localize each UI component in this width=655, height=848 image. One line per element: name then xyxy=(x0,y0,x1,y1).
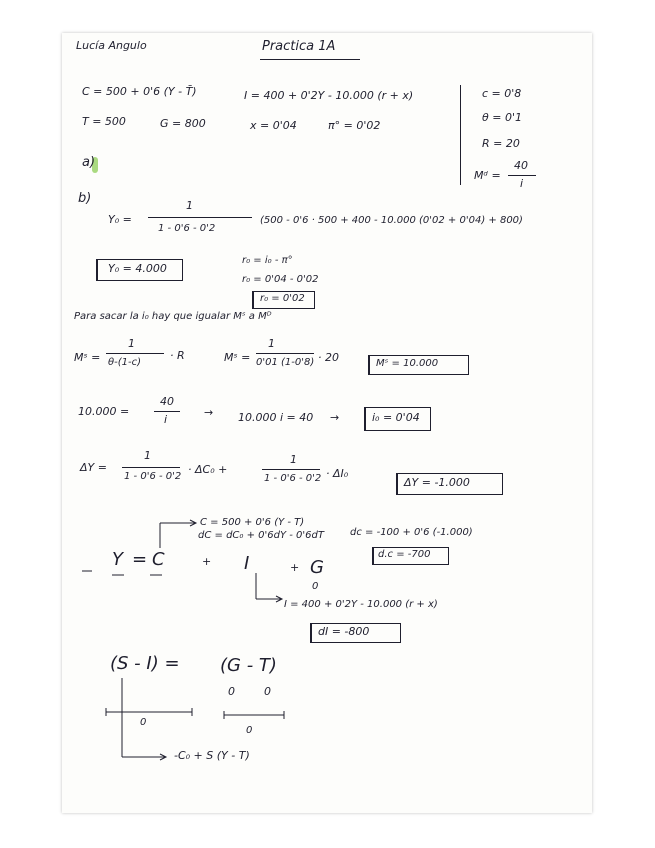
g-zero-mark: 0 xyxy=(228,685,235,698)
r0-line1: r₀ = i₀ - π° xyxy=(242,255,293,266)
dc-calculation: dc = -100 + 0'6 (-1.000) xyxy=(350,527,473,538)
dy-denominator-2: 1 - 0'6 - 0'2 xyxy=(264,473,322,484)
author-name: Lucía Angulo xyxy=(76,39,147,52)
identity-plus-2: + xyxy=(290,561,300,574)
expected-inflation: π° = 0'02 xyxy=(328,119,381,132)
t-zero-mark: 0 xyxy=(264,685,271,698)
ms-denominator: θ-(1-c) xyxy=(108,357,141,368)
part-b-label: b) xyxy=(78,191,92,206)
identity-plus-1: + xyxy=(202,555,212,568)
dc-result: d.c = -700 xyxy=(378,549,431,560)
y0-result: Y₀ = 4.000 xyxy=(108,262,167,275)
eq-arrow-1: → xyxy=(204,406,214,419)
c-definition: C = 500 + 0'6 (Y - T) xyxy=(200,517,305,528)
equalize-note: Para sacar la i₀ hay que igualar Mˢ a Mᴰ xyxy=(74,311,272,322)
part-a-label: a) xyxy=(82,155,96,170)
page-title: Practica 1A xyxy=(262,39,336,54)
identity-equals: = xyxy=(132,549,148,570)
dy-lhs: ΔY = xyxy=(80,461,107,474)
y0-expression: (500 - 0'6 · 500 + 400 - 10.000 (0'02 + 0'04) + 800) xyxy=(260,215,523,226)
eq-denominator: i xyxy=(164,413,168,426)
g-zero: 0 xyxy=(312,581,319,592)
di-result: dI = -800 xyxy=(318,625,370,638)
dc-definition: dC = dC₀ + 0'6dY - 0'6dT xyxy=(198,530,324,541)
consumption-function: C = 500 + 0'6 (Y - T̄) xyxy=(82,85,197,98)
side-md-num: 40 xyxy=(514,159,528,172)
ms-numerator: 1 xyxy=(128,337,135,350)
side-r-value: R = 20 xyxy=(482,137,520,150)
i-definition: I = 400 + 0'2Y - 10.000 (r + x) xyxy=(284,599,438,610)
dy-rhs: · ΔI₀ xyxy=(326,467,349,480)
identity-i: I xyxy=(244,553,250,574)
dy-mid: · ΔC₀ + xyxy=(188,463,228,476)
investment-function: I = 400 + 0'2Y - 10.000 (r + x) xyxy=(244,89,414,102)
eq-mid: 10.000 i = 40 xyxy=(238,411,314,424)
identity-y: Y xyxy=(112,549,123,570)
right-bracket-zero: 0 xyxy=(246,725,253,736)
y0-lhs: Y₀ = xyxy=(108,213,132,226)
left-bracket-zero: 0 xyxy=(140,717,147,728)
savings-arrow-label: -C₀ + S (Y - T) xyxy=(174,749,250,762)
ms-rhs: · R xyxy=(170,349,185,362)
x-value: x = 0'04 xyxy=(250,119,297,132)
eq-lhs: 10.000 = xyxy=(78,405,130,418)
taxes-value: T = 500 xyxy=(82,115,126,128)
dy-numerator-1: 1 xyxy=(144,449,151,462)
ms-lhs: Mˢ = xyxy=(74,351,101,364)
savings-lhs: (S - I) = xyxy=(110,653,180,674)
eq-arrow-2: → xyxy=(330,411,340,424)
y0-numerator: 1 xyxy=(186,199,193,212)
identity-c: C xyxy=(152,549,165,570)
ms2-lhs: Mˢ = xyxy=(224,351,251,364)
savings-rhs: (G - T) xyxy=(220,655,277,676)
ms2-denominator: 0'01 (1-0'8) xyxy=(256,357,315,368)
dy-denominator-1: 1 - 0'6 - 0'2 xyxy=(124,471,182,482)
ms2-rhs: · 20 xyxy=(318,351,339,364)
eq-numerator: 40 xyxy=(160,395,174,408)
hand-drawn-strokes xyxy=(62,33,592,813)
ms2-numerator: 1 xyxy=(268,337,275,350)
r0-result: r₀ = 0'02 xyxy=(260,293,305,304)
dy-numerator-2: 1 xyxy=(290,453,297,466)
side-theta-value: θ = 0'1 xyxy=(482,111,522,124)
side-md-lhs: Mᵈ = xyxy=(474,169,501,182)
identity-g: G xyxy=(310,557,324,578)
side-c-value: c = 0'8 xyxy=(482,87,522,100)
side-md-den: i xyxy=(520,177,524,190)
y0-denominator: 1 - 0'6 - 0'2 xyxy=(158,223,216,234)
i0-result: i₀ = 0'04 xyxy=(372,411,420,424)
government-value: G = 800 xyxy=(160,117,206,130)
paper-sheet xyxy=(62,33,592,813)
r0-line2: r₀ = 0'04 - 0'02 xyxy=(242,274,319,285)
ms-result: Mˢ = 10.000 xyxy=(376,358,439,369)
dy-result: ΔY = -1.000 xyxy=(404,476,470,489)
